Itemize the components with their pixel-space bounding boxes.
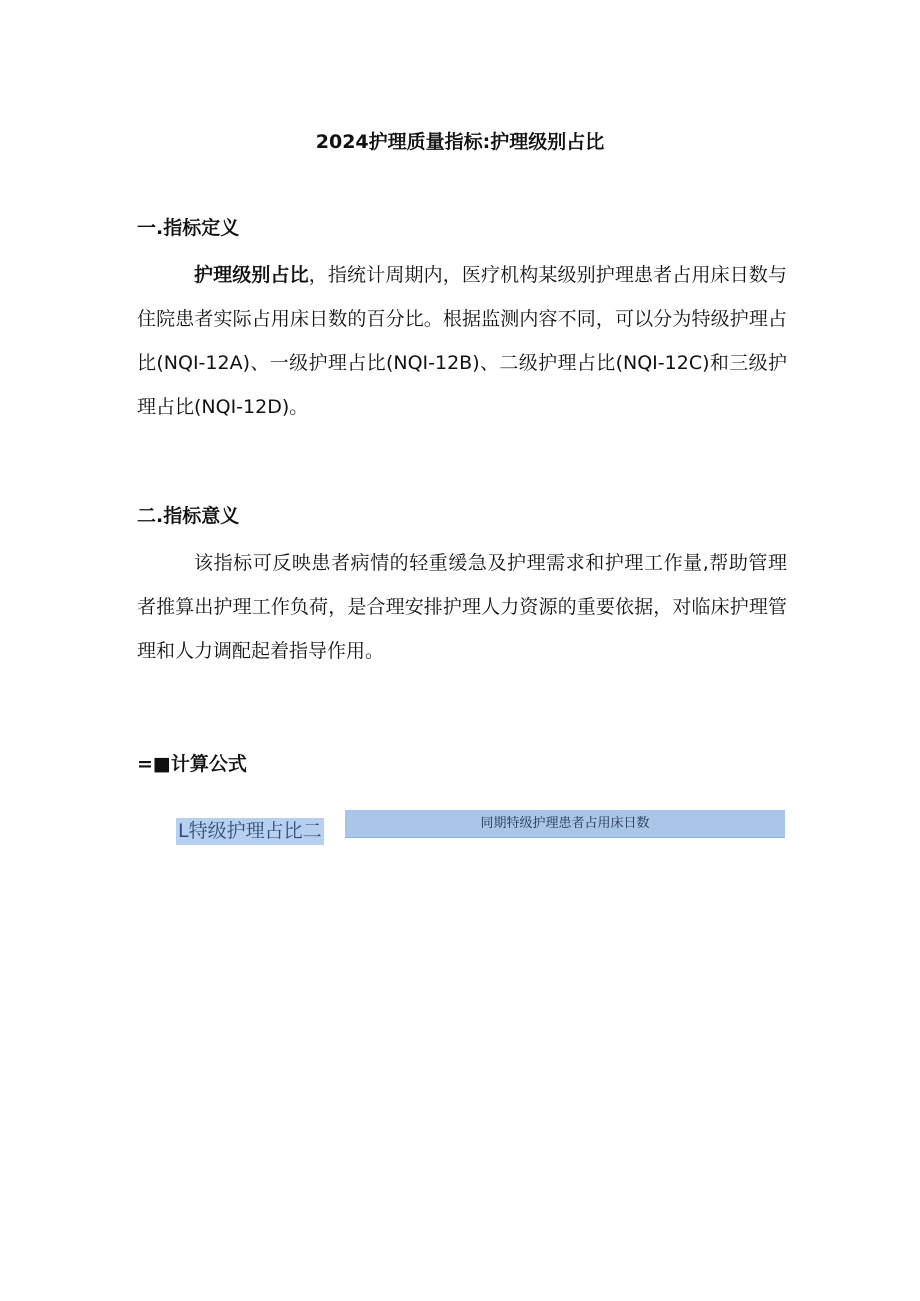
definition-paragraph [137,253,787,429]
formula-numerator: 同期特级护理患者占用床日数 [345,810,785,838]
significance-paragraph: 该指标可反映患者病情的轻重缓急及护理需求和护理工作量,帮助管理者推算出护理工作负荷，是合理安排护理人力资源的重要依据，对临床护理管理和人力调配起着指导作用。 [137,552,787,662]
definition-text: ，指统计周期内，医疗机构某级别护理患者占用床日数与住院患者实际占用床日数的百分比。根据监测内容不同，可以分为特级护理占比(NQI-12A)、一级护理占比(NQI-12B)、二级护理占比(NQI-12C)和三级护理占比(NQI-12D)。 [137,264,787,418]
formula-label: L特级护理占比二 [176,818,324,845]
section-heading-formula: =■计算公式 [137,753,247,775]
section-heading-significance: 二.指标意义 [137,505,240,527]
page-title: 2024护理质量指标:护理级别占比 [315,131,605,153]
definition-term: 护理级别占比 [194,264,309,286]
section-heading-definition: 一.指标定义 [137,217,240,239]
